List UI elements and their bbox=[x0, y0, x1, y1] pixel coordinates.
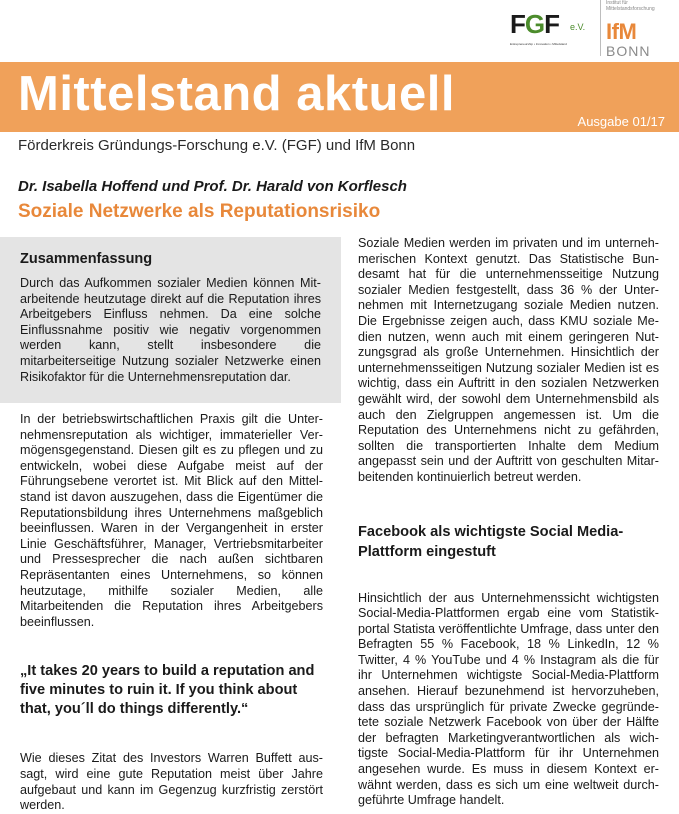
fgf-logo-tagline: Entrepreneurship • Innovation • Mittelstand bbox=[510, 42, 567, 46]
left-paragraph-2: Wie dieses Zitat des Investors Warren Buffett aussagt, wird eine gute Reputation meist über Jahre aufgebaut und kann im Gegenzug kurzfristig zerstört werden. bbox=[20, 751, 323, 813]
article-authors: Dr. Isabella Hoffend und Prof. Dr. Harald von Korflesch bbox=[18, 178, 407, 195]
left-paragraph-1: In der betriebswirtschaftlichen Praxis gilt die Unternehmensreputation als wichtiger, immaterieller Vermögensgegenstand. Diesen gilt es zu pflegen und zu entwickeln, wobei diese Aufgabe meist auf der Führungsebene verortet ist. Mit Blick auf den Mittelstand ist davon auszugehen, dass die Eigentümer die Reputationsbildung ihres Unternehmens maßgeblich beeinflussen. Waren in der Vergangenheit in erster Linie Geschäftsführer, Manager, Vertriebsmitarbeiter und Pressesprecher die nach außen sichtbaren Repräsentanten eines Unternehmens, so können heutzutage, mithilfe sozialer Medien, alle Mitarbeitenden die Reputation ihres Arbeitgebers beeinflussen. bbox=[20, 412, 323, 629]
summary-box bbox=[0, 237, 341, 403]
issue-number: Ausgabe 01/17 bbox=[577, 114, 665, 129]
fgf-letter-g: G bbox=[524, 9, 545, 39]
publisher-line: Förderkreis Gründungs-Forschung e.V. (FGF) und IfM Bonn bbox=[18, 137, 416, 154]
logo-divider bbox=[600, 0, 601, 56]
fgf-letter-f1: F bbox=[510, 9, 525, 39]
ifm-logo bbox=[606, 0, 676, 58]
ifm-logo-name: IfM bbox=[606, 19, 637, 44]
right-column bbox=[358, 236, 659, 809]
summary-heading: Zusammenfassung bbox=[20, 251, 153, 267]
right-paragraph-2: Hinsichtlich der aus Unternehmenssicht wichtigsten Social-Media-Plattformen ergab eine vom Statistikportal Statista veröffentlichte Umfrage, dass unter den Befragten 55 % Facebook, 18 % LinkedIn, 12 % Twitter, 4 % YouTube und 4 % Instagram als die für ihr Unternehmen wichtigste Social-Media-Plattform ansehen. Hierauf bezunehmend ist hervorzuheben, dass das ursprünglich für private Zwecke gegründetete soziale Netzwerk Facebook von über der Hälfte der befragten Marketingverantwortlichen als wichtigste Social-Media-Plattform für ihr Unternehmen angesehen wurde. Es muss in diesem Kontext erwähnt werden, dass es sich um eine weltweit durchgeführte Umfrage handelt. bbox=[358, 590, 659, 808]
fgf-logo bbox=[510, 10, 590, 54]
right-paragraph-1: Soziale Medien werden im privaten und im unternehmerischen Kontext genutzt. Das Statistische Bundesamt hat für die unternehmensseitige Nutzung sozialer Medien festgestellt, dass 36 % der Unternehmen mit Internetzugang soziale Medien nutzen. Die Ergebnisse zeigen auch, dass KMU soziale Medien nutzen, wenn auch mit einem geringeren Nutzungsgrad als große Unternehmen. Hinsichtlich der unternehmensseitigen Nutzung sozialer Medien ist es wichtig, dass ein Auftritt in den sozialen Netzwerken gewählt wird, der sowohl dem Unternehmensbild als auch den Zielgruppen angemessen ist. Um die Reputation des Unternehmens nicht zu gefährden, sollten die transportierten Inhalte dem Medium angepasst sein und der Auftritt von geschulten Mitarbeitenden kontinuierlich betreut werden. bbox=[358, 236, 659, 484]
article-title: Soziale Netzwerke als Reputationsrisiko bbox=[18, 201, 381, 222]
buffett-quote: „It takes 20 years to build a reputation and five minutes to ruin it. If you think about that, you´ll do things differently.“ bbox=[20, 663, 315, 718]
summary-text: Durch das Aufkommen sozialer Medien können Mitarbeitende heutzutage direkt auf die Reputation ihres Arbeitgebers Einfluss nehmen. Da eine solche Einflussnahme positiv wie negativ vorgenommen werden kann, stellt insbesondere die mitarbeiterseitige Nutzung sozialer Netzwerke einen Risikofaktor für die Unternehmensreputation dar. bbox=[20, 276, 321, 384]
left-column bbox=[20, 412, 323, 814]
title-banner bbox=[0, 62, 679, 132]
ifm-logo-city: BONN bbox=[606, 43, 651, 59]
section-heading-facebook: Facebook als wichtigste Social Media-Plattform eingestuft bbox=[358, 523, 624, 560]
ifm-logo-small-text: Institut für Mittelstandsforschung bbox=[606, 0, 655, 12]
fgf-logo-suffix: e.V. bbox=[570, 22, 586, 32]
newsletter-title: Mittelstand aktuell bbox=[18, 67, 455, 121]
fgf-letter-f2: F bbox=[544, 9, 560, 39]
